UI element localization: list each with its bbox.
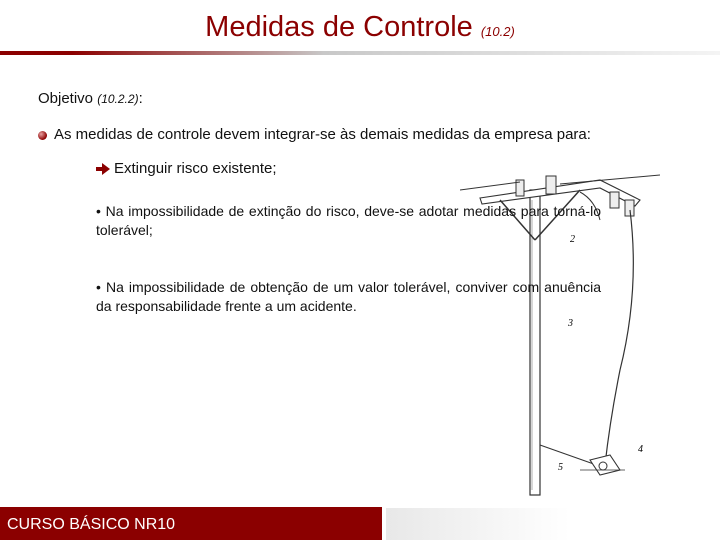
sub-item: [96, 160, 277, 177]
footer-bar: [0, 507, 382, 540]
objective-colon: :: [138, 90, 143, 107]
slide-title: [0, 10, 720, 49]
footer-gradient: [386, 508, 570, 540]
title-divider: [0, 51, 720, 55]
paragraph-tolerable: • Na impossibilidade de obtenção de um valor tolerável, conviver com anuência da responsabilidade frente a um acidente.: [96, 279, 601, 314]
objective-label: Objetivo: [38, 90, 94, 107]
sub-item-text: Extinguir risco existente;: [114, 160, 277, 177]
objective-reference: (10.2.2): [97, 92, 139, 106]
figure-label-4: 4: [638, 444, 643, 455]
figure-label-5: 5: [558, 462, 563, 473]
figure-label-2: 2: [570, 234, 575, 245]
bullet-dot-icon: [38, 131, 47, 140]
arrow-right-icon: [96, 163, 110, 175]
main-bullet: [38, 126, 591, 143]
footer-label: CURSO BÁSICO NR10: [7, 516, 176, 533]
title-reference: (10.2): [480, 24, 515, 39]
objective-heading: [38, 90, 143, 107]
title-text: Medidas de Controle: [205, 11, 473, 43]
main-bullet-text: As medidas de controle devem integrar-se às demais medidas da empresa para:: [54, 126, 591, 143]
paragraph-extinction: • Na impossibilidade de extinção do risco, deve-se adotar medidas para torná-lo tolerável;: [96, 203, 601, 238]
figure-label-3: 3: [568, 318, 573, 329]
